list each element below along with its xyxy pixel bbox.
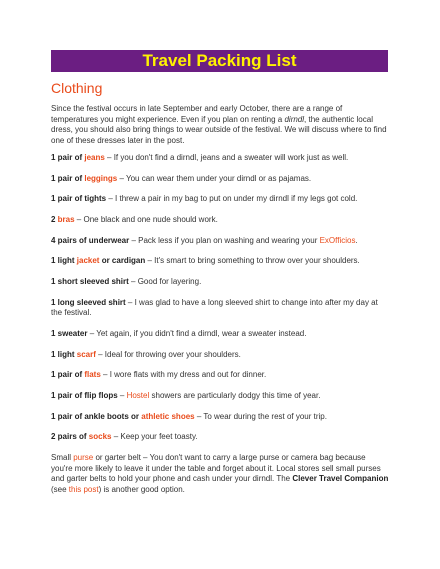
list-item xyxy=(51,236,389,247)
item-label: 1 pair of flip flops xyxy=(51,391,118,401)
item-label-rest: or cardigan xyxy=(99,256,146,266)
list-item xyxy=(51,174,389,185)
item-label: 1 sweater xyxy=(51,329,88,338)
this-post-link[interactable]: this post xyxy=(68,484,99,494)
closing-paragraph xyxy=(51,453,389,495)
clever-travel-companion: Clever Travel Companion xyxy=(292,474,389,484)
item-description: – I was glad to have a long sleeved shirt to change into after my day at the festival. xyxy=(51,297,378,318)
item-description: – I wore flats with my dress and out for dinner. xyxy=(100,370,267,380)
list-item xyxy=(51,329,389,340)
list-item xyxy=(51,256,389,267)
intro-text-b: , the authentic local dress, you should also bring things to wear outside of the festival. We will discuss where to find one of these dresses later in the post. xyxy=(51,114,387,145)
item-description: – Keep your feet toasty. xyxy=(111,432,198,442)
list-item xyxy=(51,391,389,402)
list-item xyxy=(51,298,389,319)
list-item xyxy=(51,350,389,361)
item-link[interactable]: jeans xyxy=(84,153,105,162)
item-label: 2 xyxy=(51,215,58,225)
item-description: – It's smart to bring something to throw over your shoulders. xyxy=(145,256,360,266)
intro-dirndl: dirndl xyxy=(284,114,305,124)
item-label: 1 pair of xyxy=(51,153,85,162)
list-item xyxy=(51,194,389,205)
item-inline-link[interactable]: ExOfficios xyxy=(319,235,356,245)
list-item xyxy=(51,215,389,226)
purse-link[interactable]: purse xyxy=(73,453,94,463)
closing-text-d: ) is another good option. xyxy=(98,484,185,494)
packing-list xyxy=(51,153,389,443)
list-item xyxy=(51,277,389,288)
closing-text-a: Small xyxy=(51,453,74,463)
item-inline-link[interactable]: Hostel xyxy=(126,391,150,401)
item-label: 1 pair of ankle boots or xyxy=(51,411,142,421)
list-item xyxy=(51,370,389,381)
item-label: 2 pairs of xyxy=(51,432,89,442)
item-label: 1 pair of xyxy=(51,370,85,380)
item-description: – Ideal for throwing over your shoulders. xyxy=(95,349,241,359)
page-title: Travel Packing List xyxy=(51,50,388,72)
item-description: – Good for layering. xyxy=(128,277,202,287)
section-heading: Clothing xyxy=(51,80,103,96)
item-description: – One black and one nude should work. xyxy=(74,215,218,225)
item-link[interactable]: scarf xyxy=(76,349,96,359)
item-link[interactable]: socks xyxy=(88,432,112,442)
item-description: – If you don't find a dirndl, jeans and a sweater will work just as well. xyxy=(104,153,349,162)
item-link[interactable]: jacket xyxy=(76,256,100,266)
item-description: – You can wear them under your dirndl or as pajamas. xyxy=(117,173,312,183)
item-label: 1 light xyxy=(51,349,77,359)
item-label: 1 pair of tights xyxy=(51,194,107,204)
item-description: – xyxy=(117,391,127,401)
item-description: – I threw a pair in my bag to put on under my dirndl if my legs got cold. xyxy=(106,194,358,204)
item-link[interactable]: bras xyxy=(57,215,75,225)
item-description: – To wear during the rest of your trip. xyxy=(194,411,327,421)
item-label: 4 pairs of underwear xyxy=(51,235,130,245)
document-body xyxy=(51,104,389,495)
item-link[interactable]: athletic shoes xyxy=(141,411,195,421)
item-link[interactable]: flats xyxy=(84,370,101,380)
item-description-end: showers are particularly dodgy this time of year. xyxy=(149,391,321,401)
closing-text-c: (see xyxy=(51,484,69,494)
item-description: – Pack less if you plan on washing and wearing your xyxy=(129,235,320,245)
item-description: – Yet again, if you didn't find a dirndl, wear a sweater instead. xyxy=(87,329,307,338)
item-label: 1 long sleeved shirt xyxy=(51,297,126,307)
closing-text-b: or garter belt – You don't want to carry a large purse or camera bag because you're more likely to leave it under the table and forget about it. Local stores sell small purses and garter belts to hold your phone and cash under your dirndl. The xyxy=(51,453,381,484)
list-item xyxy=(51,153,389,164)
item-description-end: . xyxy=(355,235,358,245)
item-link[interactable]: leggings xyxy=(84,173,118,183)
intro-text-a: Since the festival occurs in late September and early October, there are a range of temperatures you might experience. Even if you plan on renting a xyxy=(51,104,343,124)
item-label: 1 pair of xyxy=(51,173,85,183)
intro-paragraph xyxy=(51,104,389,146)
item-label: 1 light xyxy=(51,256,77,266)
item-label: 1 short sleeved shirt xyxy=(51,277,129,287)
list-item xyxy=(51,432,389,443)
list-item xyxy=(51,412,389,423)
